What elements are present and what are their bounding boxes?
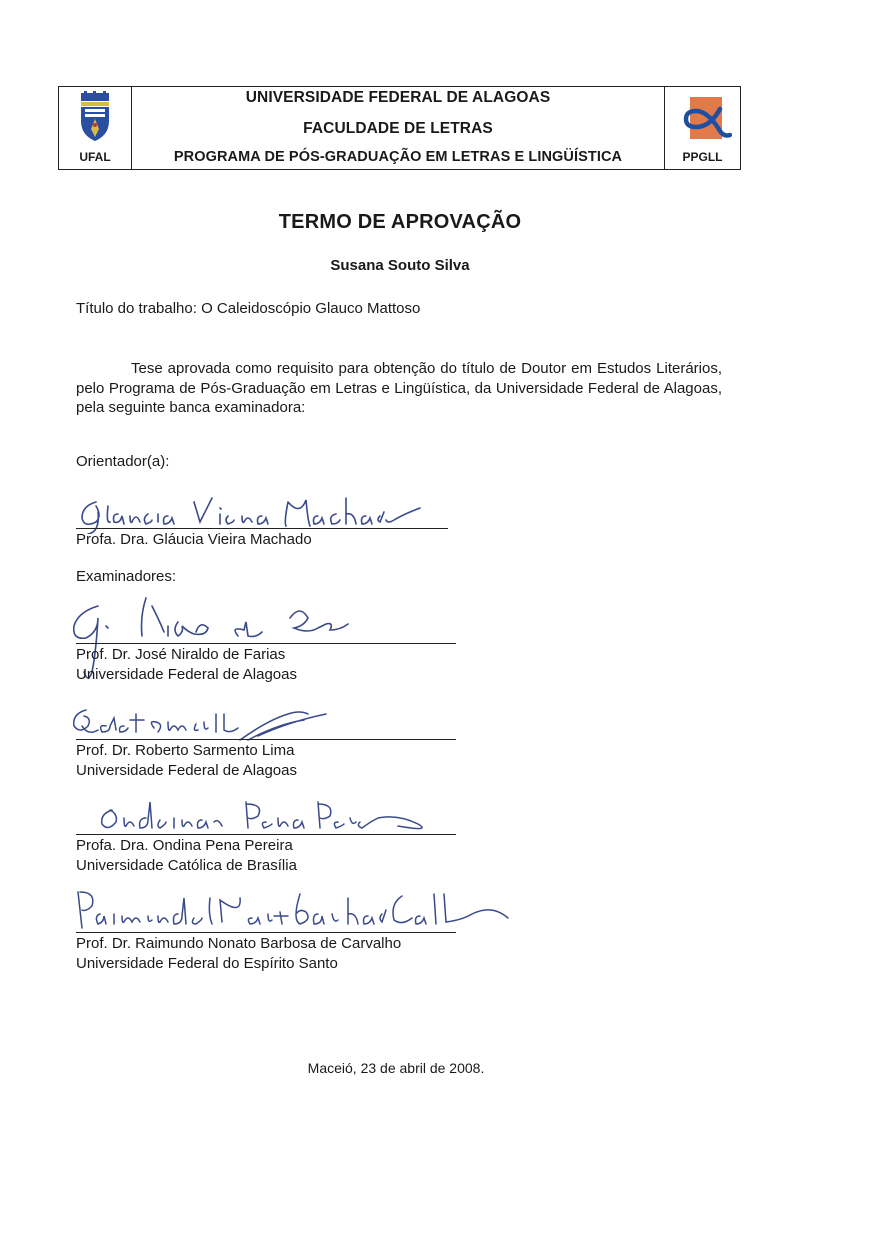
examiner-1-institution: Universidade Federal de Alagoas [76,665,297,683]
examiner-2-signature [68,700,338,744]
ppgll-caption: PPGLL [682,150,723,164]
letterhead-text [131,87,665,169]
advisor-name: Profa. Dra. Gláucia Vieira Machado [76,531,312,548]
document-title: TERMO DE APROVAÇÃO [278,211,522,233]
program-name: PROGRAMA DE PÓS-GRADUAÇÃO EM LETRAS E LINGÜÍSTICA [173,149,623,165]
advisor-signature-block [76,528,448,550]
examiner-1-block [76,643,456,684]
work-title: Título do trabalho: O Caleidoscópio Glauco Mattoso [76,300,421,317]
letterhead [58,86,741,170]
examiner-4-signature [72,884,512,934]
place-and-date: Maceió, 23 de abril de 2008. [307,1060,485,1076]
approval-paragraph: Tese aprovada como requisito para obtenção do título de Doutor em Estudos Literários, pelo Programa de Pós-Graduação em Letras e Lingüística, da Universidade Federal de Alagoas, pela seguinte banca examinadora: [76,360,722,416]
ufal-caption: UFAL [79,150,111,164]
ufal-crest-icon [77,91,113,143]
faculty-name: FACULDADE DE LETRAS [303,120,493,137]
examiner-1-name: Prof. Dr. José Niraldo de Farias [76,646,286,663]
examiner-2-name: Prof. Dr. Roberto Sarmento Lima [76,742,295,759]
ppgll-logo-cell [664,87,740,169]
examiner-3-block [76,834,456,875]
examiners-label: Examinadores: [76,568,177,585]
author-name: Susana Souto Silva [330,257,470,274]
ufal-logo-cell [59,87,132,169]
ppgll-alpha-icon [680,97,732,141]
examiner-2-block [76,739,456,780]
examiner-3-signature [98,796,438,838]
examiner-4-block [76,932,456,973]
university-name: UNIVERSIDADE FEDERAL DE ALAGOAS [245,89,551,106]
examiner-3-name: Profa. Dra. Ondina Pena Pereira [76,837,293,854]
examiner-4-name: Prof. Dr. Raimundo Nonato Barbosa de Carvalho [76,935,402,952]
examiner-4-institution: Universidade Federal do Espírito Santo [76,954,338,972]
examiner-2-institution: Universidade Federal de Alagoas [76,761,297,779]
advisor-label: Orientador(a): [76,453,170,470]
examiner-3-institution: Universidade Católica de Brasília [76,856,297,874]
